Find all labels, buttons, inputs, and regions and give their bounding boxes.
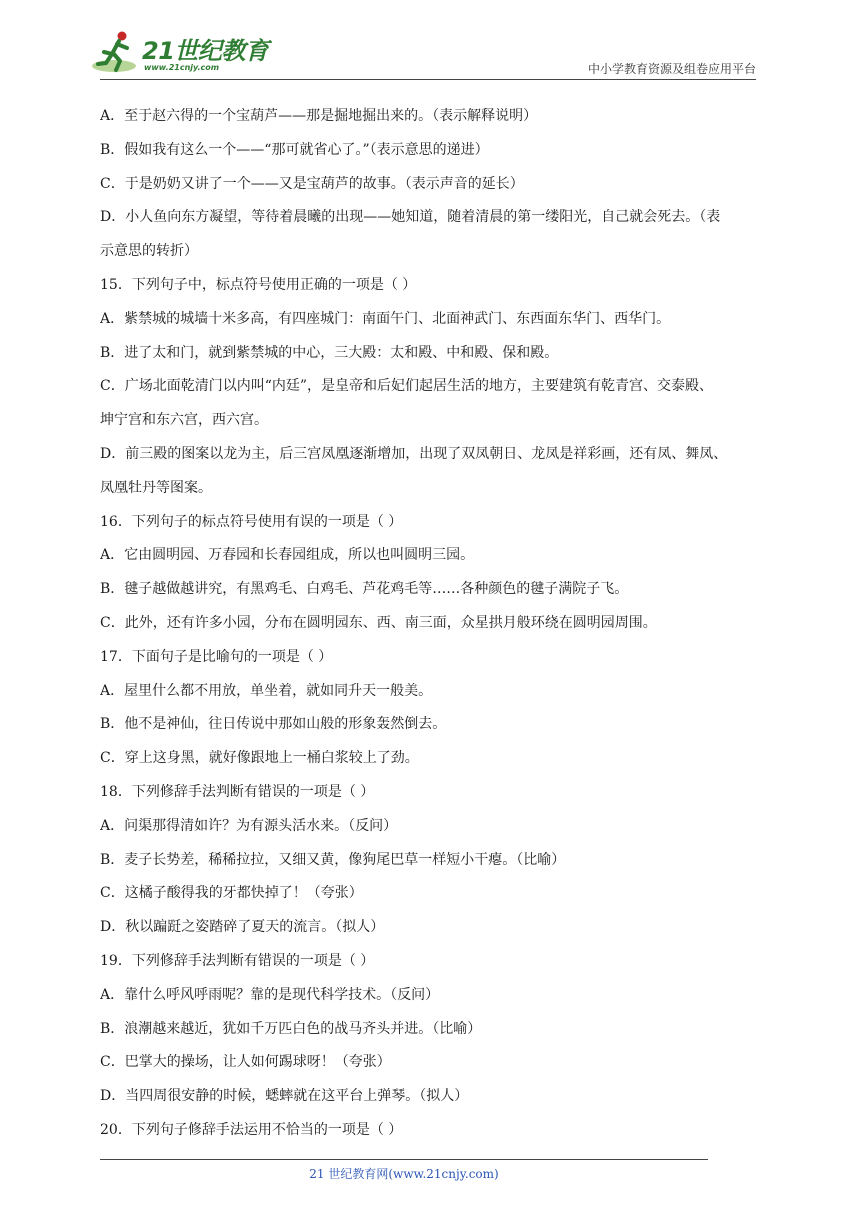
text-line: D．当四周很安静的时候，蟋蟀就在这平台上弹琴。（拟人） (100, 1088, 469, 1105)
text-line: 坤宁宫和东六宫，西六宫。 (100, 412, 268, 429)
text-line: 示意思的转折） (100, 243, 198, 260)
question-heading: 19．下列修辞手法判断有错误的一项是（ ） (100, 952, 375, 969)
footer-divider (100, 1159, 708, 1160)
question-heading: 18．下列修辞手法判断有错误的一项是（ ） (100, 783, 375, 800)
text-line: A．问渠那得清如许？为有源头活水来。（反问） (100, 817, 398, 834)
text-line: A．紫禁城的城墙十米多高，有四座城门：南面午门、北面神武门、东西面东华门、西华门。 (100, 310, 671, 327)
text-line: B．毽子越做越讲究，有黑鸡毛、白鸡毛、芦花鸡毛等……各种颜色的毽子满院子飞。 (100, 581, 629, 598)
page-header (0, 0, 860, 80)
text-line: D．前三殿的图案以龙为主，后三宫凤凰逐渐增加，出现了双凤朝日、龙凤是祥彩画，还有凤、舞凤、 (100, 445, 728, 462)
header-divider (100, 79, 756, 80)
question-heading: 20．下列句子修辞手法运用不恰当的一项是（ ） (100, 1121, 403, 1138)
text-line: C．这橘子酸得我的牙都快掉了！（夸张） (100, 885, 363, 902)
text-line: B．浪潮越来越近，犹如千万匹白色的战马齐头并进。（比喻） (100, 1020, 482, 1037)
text-line: A．屋里什么都不用放，单坐着，就如同升天一般美。 (100, 682, 433, 699)
text-line: B．他不是神仙，往日传说中那如山般的形象轰然倒去。 (100, 716, 447, 733)
text-line: B．假如我有这么一个——“那可就省心了。”（表示意思的递进） (100, 141, 489, 158)
question-heading: 17．下面句子是比喻句的一项是（ ） (100, 648, 333, 665)
text-line: 凤凰牡丹等图案。 (100, 479, 212, 496)
logo-title: 21世纪教育 (142, 37, 269, 65)
text-line: D．秋以蹁跹之姿踏碎了夏天的流言。（拟人） (100, 919, 385, 936)
text-line: D．小人鱼向东方凝望，等待着晨曦的出现——她知道，随着清晨的第一缕阳光，自己就会死去。（表 (100, 209, 721, 226)
document-body (100, 100, 768, 1148)
text-line: A．靠什么呼风呼雨呢？靠的是现代科学技术。（反问） (100, 986, 440, 1003)
text-line: A．至于赵六得的一个宝葫芦——那是掘地掘出来的。（表示解释说明） (100, 108, 538, 124)
question-heading: 16．下列句子的标点符号使用有误的一项是（ ） (100, 513, 403, 530)
runner-logo-icon (92, 30, 142, 78)
logo-url: www.21cnjy.com (144, 63, 220, 72)
text-line: C．穿上这身黑，就好像跟地上一桶白浆较上了劲。 (100, 750, 419, 767)
text-line: C．于是奶奶又讲了一个——又是宝葫芦的故事。（表示声音的延长） (100, 175, 524, 192)
header-tagline: 中小学教育资源及组卷应用平台 (587, 62, 756, 76)
text-line: A．它由圆明园、万春园和长春园组成，所以也叫圆明三园。 (100, 547, 475, 564)
question-heading: 15．下列句子中，标点符号使用正确的一项是（ ） (100, 276, 417, 293)
text-line: C．广场北面乾清门以内叫“内廷”，是皇帝和后妃们起居生活的地方，主要建筑有乾青宫、交泰殿、 (100, 378, 714, 395)
site-logo[interactable] (92, 30, 267, 78)
footer-link[interactable]: 21 世纪教育网(www.21cnjy.com) (309, 1167, 499, 1181)
text-line: C．巴掌大的操场，让人如何踢球呀！（夸张） (100, 1054, 391, 1071)
text-line: B．麦子长势差，稀稀拉拉，又细又黄，像狗尾巴草一样短小干瘪。（比喻） (100, 851, 566, 868)
text-line: B．进了太和门，就到紫禁城的中心，三大殿：太和殿、中和殿、保和殿。 (100, 344, 559, 361)
text-line: C．此外，还有许多小园，分布在圆明园东、西、南三面，众星拱月般环绕在圆明园周围。 (100, 614, 657, 631)
